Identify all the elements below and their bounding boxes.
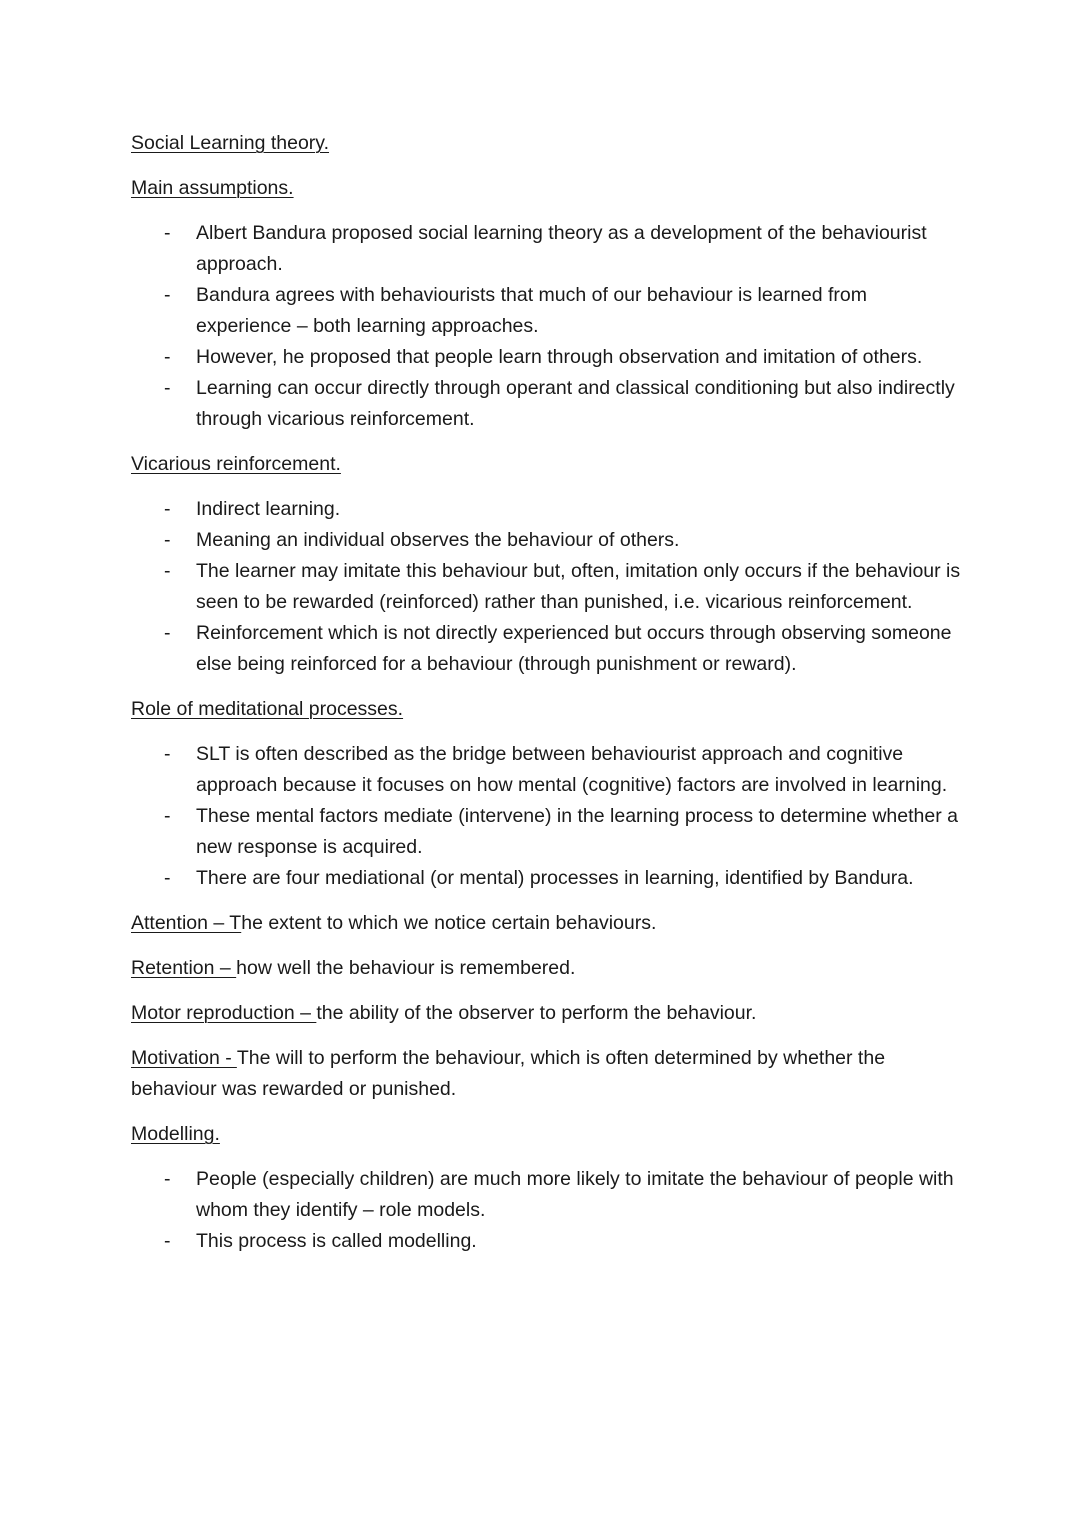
process-text: how well the behaviour is remembered. bbox=[236, 957, 576, 979]
list-item: - The learner may imitate this behaviour but, often, imitation only occurs if the behaviour is seen to be rewarded (reinforced) rather than punished, i.e. vicarious reinforcement. bbox=[131, 556, 961, 618]
section-main-assumptions bbox=[131, 173, 961, 435]
process-retention bbox=[131, 953, 961, 984]
list-item: - Meaning an individual observes the behaviour of others. bbox=[131, 525, 961, 556]
process-term: Retention – bbox=[131, 957, 237, 979]
section-modelling bbox=[131, 1119, 961, 1257]
list-item: - These mental factors mediate (intervene) in the learning process to determine whether a new response is acquired. bbox=[131, 801, 961, 863]
section-meditational-processes bbox=[131, 694, 961, 894]
bullet-list bbox=[131, 1164, 961, 1257]
process-term: Motor reproduction – bbox=[131, 1002, 317, 1024]
list-item: - This process is called modelling. bbox=[131, 1226, 961, 1257]
list-item: - There are four mediational (or mental) processes in learning, identified by Bandura. bbox=[131, 863, 961, 894]
process-text: The will to perform the behaviour, which is often determined by whether the behaviour was rewarded or punished. bbox=[131, 1047, 886, 1100]
list-item: - Bandura agrees with behaviourists that much of our behaviour is learned from experience – both learning approaches. bbox=[131, 280, 961, 342]
process-motor-reproduction bbox=[131, 998, 961, 1029]
process-text: the ability of the observer to perform the behaviour. bbox=[316, 1002, 757, 1024]
bullet-list bbox=[131, 739, 961, 894]
section-heading: Main assumptions. bbox=[131, 177, 294, 199]
list-item: - Learning can occur directly through operant and classical conditioning but also indirectly through vicarious reinforcement. bbox=[131, 373, 961, 435]
section-heading: Modelling. bbox=[131, 1123, 220, 1145]
section-vicarious-reinforcement bbox=[131, 449, 961, 680]
document-page bbox=[131, 128, 961, 1271]
list-item: - Albert Bandura proposed social learning theory as a development of the behaviourist approach. bbox=[131, 218, 961, 280]
list-item: - However, he proposed that people learn through observation and imitation of others. bbox=[131, 342, 961, 373]
process-term: Attention – T bbox=[131, 912, 242, 934]
document-title: Social Learning theory. bbox=[131, 132, 330, 154]
section-heading: Role of meditational processes. bbox=[131, 698, 404, 720]
process-attention bbox=[131, 908, 961, 939]
section-heading: Vicarious reinforcement. bbox=[131, 453, 341, 475]
bullet-list bbox=[131, 494, 961, 680]
bullet-list bbox=[131, 218, 961, 435]
list-item: - Indirect learning. bbox=[131, 494, 961, 525]
process-term: Motivation - bbox=[131, 1047, 237, 1069]
process-text: he extent to which we notice certain behaviours. bbox=[241, 912, 657, 934]
list-item: - SLT is often described as the bridge between behaviourist approach and cognitive approach because it focuses on how mental (cognitive) factors are involved in learning. bbox=[131, 739, 961, 801]
list-item: - Reinforcement which is not directly experienced but occurs through observing someone else being reinforced for a behaviour (through punishment or reward). bbox=[131, 618, 961, 680]
list-item: - People (especially children) are much more likely to imitate the behaviour of people with whom they identify – role models. bbox=[131, 1164, 961, 1226]
process-motivation bbox=[131, 1043, 961, 1105]
